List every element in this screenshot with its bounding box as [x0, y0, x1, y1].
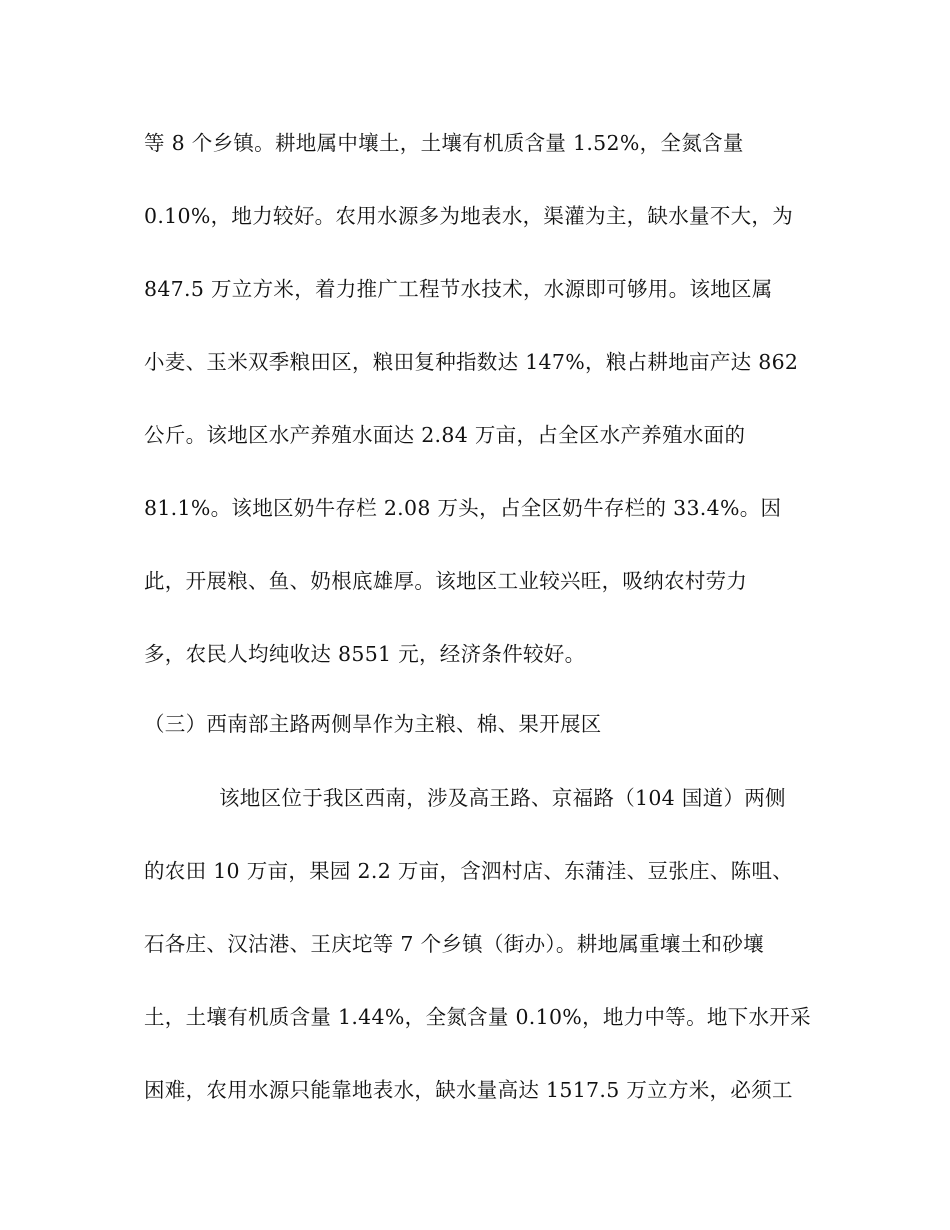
text-line-4: 小麦、玉米双季粮田区，粮田复种指数达 147%，粮占耕地亩产达 862: [144, 350, 799, 374]
paragraph2-line-3: 石各庄、汉沽港、王庆坨等 7 个乡镇（街办）。耕地属重壤土和砂壤: [144, 932, 764, 956]
text-line-6: 81.1%。该地区奶牛存栏 2.08 万头，占全区奶牛存栏的 33.4%。因: [144, 496, 782, 520]
text-line-8: 多，农民人均纯收达 8551 元，经济条件较好。: [144, 642, 586, 666]
section-heading: （三）西南部主路两侧旱作为主粮、棉、果开展区: [144, 712, 602, 736]
text-line-3: 847.5 万立方米，着力推广工程节水技术，水源即可够用。该地区属: [144, 277, 773, 301]
paragraph2-line-1: 该地区位于我区西南，涉及高王路、京福路（104 国道）两侧: [219, 786, 786, 810]
paragraph2-line-2: 的农田 10 万亩，果园 2.2 万亩，含泗村店、东蒲洼、豆张庄、陈咀、: [144, 859, 794, 883]
text-line-2: 0.10%，地力较好。农用水源多为地表水，渠灌为主，缺水量不大，为: [144, 204, 794, 228]
paragraph2-line-5: 困难，农用水源只能靠地表水，缺水量高达 1517.5 万立方米，必须工: [144, 1078, 793, 1102]
text-line-7: 此，开展粮、鱼、奶根底雄厚。该地区工业较兴旺，吸纳农村劳力: [144, 569, 748, 593]
text-line-5: 公斤。该地区水产养殖水面达 2.84 万亩，占全区水产养殖水面的: [144, 423, 746, 447]
text-line-1: 等 8 个乡镇。耕地属中壤土，土壤有机质含量 1.52%，全氮含量: [144, 131, 744, 155]
paragraph2-line-4: 土，土壤有机质含量 1.44%，全氮含量 0.10%，地力中等。地下水开采: [144, 1005, 811, 1029]
